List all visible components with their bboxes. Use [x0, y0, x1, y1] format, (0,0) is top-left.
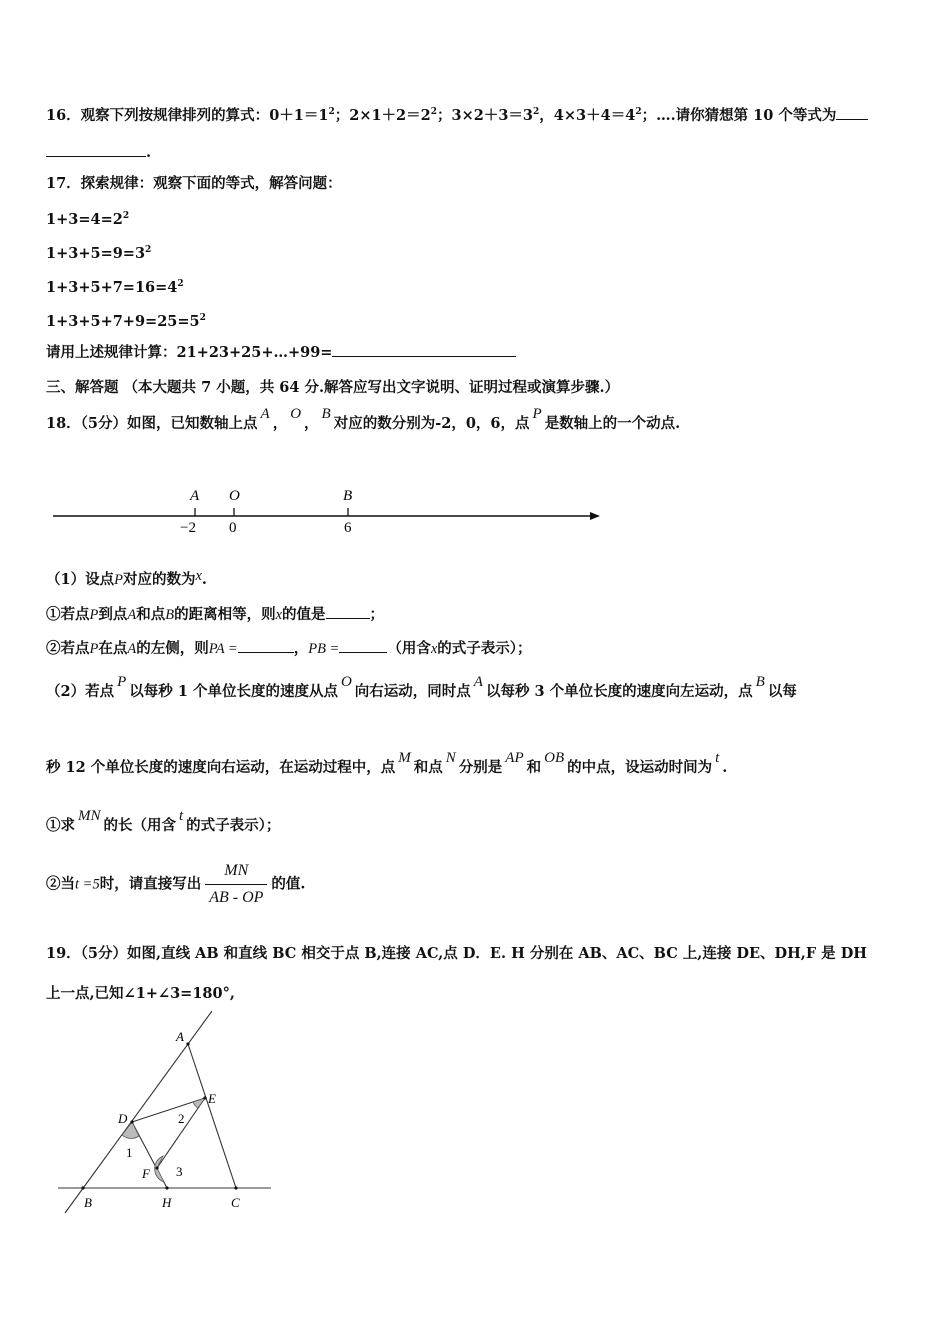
- text: 对应的数为: [122, 571, 196, 588]
- text: ②若点: [46, 640, 90, 657]
- question-19-line2: 上一点,已知∠1+∠3=180°,: [46, 985, 235, 1002]
- number-line-figure: [50, 480, 610, 540]
- text: 以每秒 1 个单位长度的速度从点: [129, 683, 338, 700]
- var-AP: AP: [505, 750, 524, 766]
- var-P: P: [89, 641, 99, 657]
- text: 的值.: [271, 875, 306, 893]
- expr-PA: PA =: [208, 641, 238, 657]
- answer-blank: [238, 638, 294, 653]
- var-P: P: [117, 674, 127, 690]
- text: 和点: [136, 606, 166, 623]
- answer-blank: [836, 105, 868, 120]
- var-x: x: [275, 607, 283, 623]
- var-B: B: [165, 607, 175, 623]
- expr-t: t =5: [75, 876, 100, 893]
- text: ①求: [46, 817, 75, 834]
- text: ①若点: [46, 606, 90, 623]
- var-M: M: [398, 750, 411, 766]
- label-A: A: [176, 1029, 184, 1044]
- label-F: F: [142, 1166, 150, 1181]
- text: 18．（5分）如图，已知数轴上点: [46, 415, 258, 432]
- eq-exp: 2: [122, 211, 130, 221]
- text: 向右运动，同时点: [354, 683, 471, 700]
- text: 以每: [767, 683, 797, 700]
- segment-EF: [157, 1098, 205, 1168]
- value-O: 0: [229, 520, 237, 536]
- value-B: 6: [344, 520, 352, 536]
- var-N: N: [445, 750, 456, 766]
- label-H: H: [162, 1195, 172, 1210]
- text: （1）设点: [46, 571, 115, 588]
- text: 秒 12 个单位长度的速度向右运动，在运动过程中，点: [46, 759, 396, 776]
- text: 的值是: [282, 606, 326, 623]
- question-17-title: 17．探索规律：观察下面的等式，解答问题：: [46, 175, 342, 192]
- q18-part2-cont: 秒 12 个单位长度的速度向右运动，在运动过程中，点M和点N分别是AP和OB的中点，设运动时间为t.: [46, 750, 728, 776]
- question-18-intro: 18．（5分）如图，已知数轴上点A，O，B对应的数分别为-2，0，6，点P是数轴上的一个动点.: [46, 406, 681, 432]
- q16-eq2: 2×1＋2＝2: [349, 106, 431, 124]
- var-A: A: [127, 607, 137, 623]
- answer-blank: [339, 638, 387, 653]
- question-19-line1: 19．（5分）如图,直线 AB 和直线 BC 相交于点 B,连接 AC,点 D．E. H 分别在 AB、AC、BC 上,连接 DE、DH,F 是 DH: [46, 945, 867, 962]
- var-x: x: [195, 568, 202, 584]
- text: 的中点，设运动时间为: [567, 759, 713, 776]
- var-P: P: [532, 406, 542, 422]
- var-P: P: [114, 572, 123, 588]
- label-angle-1: 1: [126, 1145, 133, 1160]
- label-C: C: [231, 1195, 240, 1210]
- text: （用含: [387, 640, 431, 657]
- text: 到点: [98, 606, 128, 623]
- task-text: 请用上述规律计算：21+23+25+…+99=: [46, 344, 333, 361]
- text: 的式子表示）；: [186, 817, 281, 834]
- label-D: D: [118, 1111, 128, 1126]
- q17-equation: [46, 308, 206, 332]
- var-t: t: [715, 750, 720, 766]
- section-heading: 三、解答题 （本大题共 7 小题，共 64 分.解答应写出文字说明、证明过程或演算步骤.）: [46, 379, 620, 396]
- eq-base: 1+3+5+7=16=4: [46, 278, 178, 296]
- q18-part2: [46, 674, 797, 702]
- text: 的距离相等，则: [174, 606, 276, 623]
- text: 以每秒 3 个单位长度的速度向左运动，点: [485, 683, 753, 700]
- q16-eq3: 3×2＋3＝3: [451, 106, 534, 124]
- q17-task: [46, 342, 516, 363]
- label-angle-2: 2: [178, 1111, 185, 1126]
- fraction-denominator: AB - OP: [205, 884, 267, 909]
- text: 时，请直接写出: [99, 875, 202, 893]
- var-A: A: [260, 406, 270, 422]
- var-B: B: [755, 674, 765, 690]
- arrow-icon: [590, 512, 600, 520]
- text: 的长（用含: [103, 817, 176, 834]
- q18-q1: [46, 808, 281, 836]
- text: 和点: [413, 759, 443, 776]
- label-E: E: [208, 1091, 216, 1106]
- eq-exp: 2: [145, 245, 152, 255]
- text: 和: [526, 759, 542, 776]
- geometry-figure: [50, 1005, 290, 1225]
- q18-sub1: ①若点P到点A和点B的距离相等，则x的值是 ；: [46, 606, 385, 623]
- var-t: t: [179, 808, 184, 824]
- q17-equation: [46, 240, 151, 264]
- var-O: O: [340, 674, 352, 690]
- eq-base: 1+3+5+7+9=25=5: [46, 312, 200, 330]
- q16-prefix: 16．观察下列按规律排列的算式：: [46, 106, 270, 124]
- text: 对应的数分别为-2，0，6，点: [333, 415, 530, 432]
- label-O: O: [229, 488, 240, 504]
- expr-PB: PB =: [308, 641, 340, 657]
- var-O: O: [290, 406, 302, 422]
- q18-part1: （1）设点P对应的数为x.: [46, 568, 207, 588]
- eq-exp: 2: [199, 313, 206, 323]
- text: 在点: [98, 640, 128, 657]
- question-16-cont: [46, 142, 151, 163]
- fraction: [205, 860, 267, 909]
- answer-blank: [332, 342, 516, 357]
- label-B: B: [84, 1195, 92, 1210]
- q18-q2: [46, 860, 305, 909]
- var-x: x: [430, 641, 438, 657]
- var-A: A: [473, 674, 483, 690]
- segment-AC: [188, 1044, 236, 1188]
- q17-equation: [46, 206, 129, 230]
- q16-eq4: 4×3＋4＝4: [553, 106, 636, 124]
- eq-base: 1+3+5=9=3: [46, 244, 146, 262]
- answer-blank: [326, 604, 370, 619]
- label-B: B: [343, 488, 353, 504]
- text: （2）若点: [46, 683, 115, 700]
- var-OB: OB: [544, 750, 565, 766]
- var-P: P: [89, 607, 99, 623]
- var-B: B: [321, 406, 331, 422]
- text: 的左侧，则: [136, 640, 209, 657]
- question-16: 16．观察下列按规律排列的算式：$0+1=1^2$；$2\times 1+2=2^2$；$3\times 2+3=3^2$，$4\times 3+4=4^2$；….请你猜想第 10 个等式为: [46, 102, 868, 126]
- label-A: A: [190, 488, 200, 504]
- var-MN: MN: [78, 808, 101, 824]
- eq-exp: 2: [177, 279, 184, 289]
- q17-equation: [46, 274, 184, 298]
- text: 分别是: [458, 759, 503, 776]
- value-A: −2: [180, 520, 196, 536]
- label-angle-3: 3: [176, 1164, 183, 1179]
- text: 是数轴上的一个动点.: [544, 415, 681, 432]
- q16-end: .: [146, 144, 152, 161]
- fraction-numerator: MN: [224, 862, 249, 879]
- q16-eq1: 0＋1＝1: [269, 106, 329, 124]
- answer-blank: [46, 142, 146, 157]
- eq-base: 1+3=4=2: [46, 210, 123, 228]
- q18-sub2: ②若点P在点A的左侧，则PA = ，PB = （用含x的式子表示）；: [46, 640, 532, 657]
- text: 的式子表示）；: [437, 640, 532, 657]
- line-AB: [65, 1011, 212, 1213]
- text: ②当: [46, 875, 75, 893]
- var-A: A: [127, 641, 137, 657]
- q16-suffix: ；….请你猜想第 10 个等式为: [641, 106, 837, 124]
